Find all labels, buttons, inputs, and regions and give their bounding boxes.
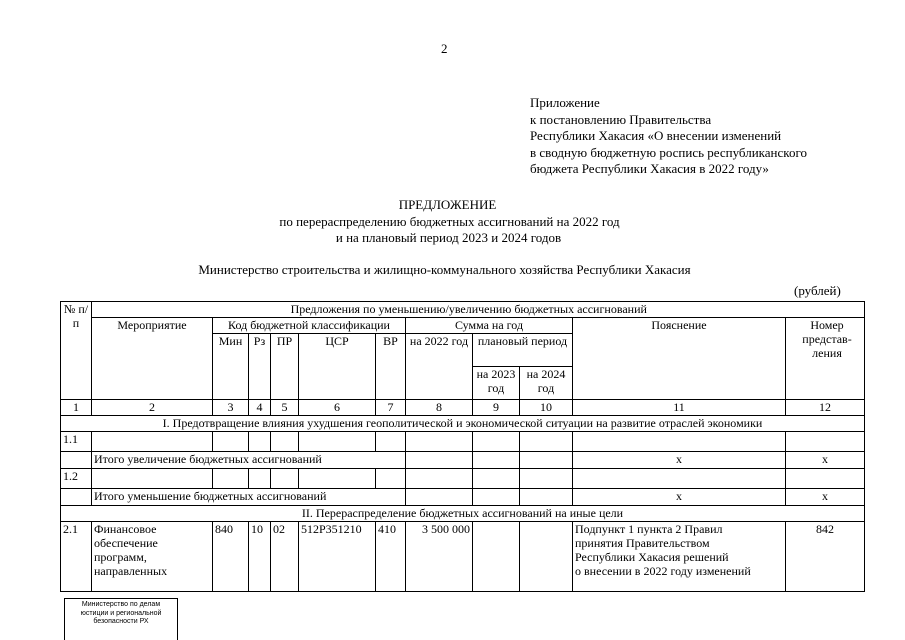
appendix-block bbox=[530, 95, 807, 178]
cell bbox=[473, 489, 520, 506]
cell bbox=[786, 469, 865, 489]
cell bbox=[520, 432, 573, 452]
ministry-stamp bbox=[64, 598, 178, 640]
header-2023: на 2023 год bbox=[473, 367, 520, 400]
cell bbox=[573, 432, 786, 452]
cell bbox=[376, 469, 406, 489]
row-num: 1.2 bbox=[61, 469, 92, 489]
table-row bbox=[61, 489, 865, 506]
cell bbox=[406, 469, 473, 489]
col-number: 2 bbox=[92, 400, 213, 416]
stamp-line: безопасности РХ bbox=[93, 618, 149, 625]
col-number: 4 bbox=[249, 400, 271, 416]
measure-cell bbox=[92, 522, 213, 592]
header-rz: Рз bbox=[249, 334, 271, 400]
section-2-title: II. Перераспределение бюджетных ассигнований на иные цели bbox=[61, 506, 865, 522]
amount-2022-cell: 3 500 000 bbox=[406, 522, 473, 592]
table-row bbox=[61, 469, 865, 489]
title-heading: ПРЕДЛОЖЕНИЕ bbox=[398, 197, 497, 212]
explanation-cell bbox=[573, 522, 786, 592]
stamp-line: Министерство по делам bbox=[81, 601, 161, 608]
cell bbox=[520, 469, 573, 489]
measure-line: программ, bbox=[94, 550, 147, 564]
cell bbox=[249, 469, 271, 489]
col-number: 6 bbox=[299, 400, 376, 416]
units-label: (рублей) bbox=[794, 283, 841, 298]
rz-cell: 10 bbox=[249, 522, 271, 592]
cell bbox=[213, 432, 249, 452]
table-row bbox=[61, 432, 865, 452]
pr-cell: 02 bbox=[271, 522, 299, 592]
cell bbox=[299, 432, 376, 452]
explanation-line: Подпункт 1 пункта 2 Правил bbox=[575, 522, 723, 536]
cell bbox=[406, 489, 473, 506]
col-number: 3 bbox=[213, 400, 249, 416]
cell bbox=[786, 432, 865, 452]
cell bbox=[406, 432, 473, 452]
cell bbox=[249, 432, 271, 452]
col-number: 5 bbox=[271, 400, 299, 416]
cell bbox=[299, 469, 376, 489]
header-num: № п/п bbox=[61, 302, 92, 400]
header-proposals-tail bbox=[846, 302, 865, 318]
appendix-line: Приложение bbox=[530, 95, 600, 110]
header-min: Мин bbox=[213, 334, 249, 400]
header-measure: Мероприятие bbox=[92, 318, 213, 400]
min-cell: 840 bbox=[213, 522, 249, 592]
col-number: 1 bbox=[61, 400, 92, 416]
header-2024: на 2024 год bbox=[520, 367, 573, 400]
cell bbox=[520, 489, 573, 506]
title-line: по перераспределению бюджетных ассигнований на 2022 год bbox=[279, 213, 620, 229]
total-increase-label: Итого увеличение бюджетных ассигнований bbox=[92, 452, 406, 469]
appendix-line: к постановлению Правительства bbox=[530, 111, 712, 127]
cell bbox=[473, 432, 520, 452]
col-number: 9 bbox=[473, 400, 520, 416]
cell bbox=[92, 469, 213, 489]
amount-2024-cell bbox=[520, 522, 573, 592]
header-rep-number: Номер представ-ления bbox=[786, 318, 865, 400]
col-number: 7 bbox=[376, 400, 406, 416]
col-number: 12 bbox=[786, 400, 865, 416]
csr-cell: 512Р351210 bbox=[299, 522, 376, 592]
cell bbox=[473, 469, 520, 489]
col-number: 11 bbox=[573, 400, 786, 416]
total-increase-x: x bbox=[786, 452, 865, 469]
document-title bbox=[0, 197, 905, 247]
header-amount: Сумма на год bbox=[406, 318, 573, 334]
header-explanation: Пояснение bbox=[573, 318, 786, 400]
vr-cell: 410 bbox=[376, 522, 406, 592]
total-decrease-label: Итого уменьшение бюджетных ассигнований bbox=[92, 489, 406, 506]
row-num: 2.1 bbox=[61, 522, 92, 592]
header-2022: на 2022 год bbox=[406, 334, 473, 400]
appendix-line: Республики Хакасия «О внесении изменений bbox=[530, 128, 782, 143]
cell bbox=[271, 432, 299, 452]
header-proposals: Предложения по уменьшению/увеличению бюджетных ассигнований bbox=[92, 302, 846, 318]
budget-table bbox=[60, 301, 865, 592]
total-increase-x: x bbox=[573, 452, 786, 469]
col-number: 10 bbox=[520, 400, 573, 416]
measure-line: обеспечение bbox=[94, 536, 158, 550]
table-row bbox=[61, 452, 865, 469]
cell bbox=[271, 469, 299, 489]
cell bbox=[61, 489, 92, 506]
header-vr: ВР bbox=[376, 334, 406, 400]
measure-line: направленных bbox=[94, 564, 168, 578]
explanation-line: принятия Правительством bbox=[575, 536, 710, 550]
cell bbox=[92, 432, 213, 452]
explanation-line: Республики Хакасия решений bbox=[575, 550, 729, 564]
page-number: 2 bbox=[441, 41, 448, 56]
col-number: 8 bbox=[406, 400, 473, 416]
cell bbox=[520, 452, 573, 469]
appendix-line: в сводную бюджетную роспись республиканского bbox=[530, 144, 807, 160]
ministry-name: Министерство строительства и жилищно-коммунального хозяйства Республики Хакасия bbox=[198, 262, 691, 277]
measure-line: Финансовое bbox=[94, 522, 157, 536]
cell bbox=[61, 452, 92, 469]
total-decrease-x: x bbox=[573, 489, 786, 506]
cell bbox=[376, 432, 406, 452]
stamp-line: юстиции и региональной bbox=[80, 609, 162, 617]
header-pr: ПР bbox=[271, 334, 299, 400]
total-decrease-x: x bbox=[786, 489, 865, 506]
cell bbox=[406, 452, 473, 469]
header-budget-code: Код бюджетной классификации bbox=[213, 318, 406, 334]
row-num: 1.1 bbox=[61, 432, 92, 452]
explanation-line: о внесении в 2022 году изменений bbox=[575, 564, 751, 578]
title-line: и на плановый период 2023 и 2024 годов bbox=[335, 230, 562, 245]
appendix-line: бюджета Республики Хакасия в 2022 году» bbox=[530, 161, 769, 176]
section-1-title: I. Предотвращение влияния ухудшения геополитической и экономической ситуации на развитие отраслей экономики bbox=[61, 416, 865, 432]
cell bbox=[213, 469, 249, 489]
rep-number-cell: 842 bbox=[786, 522, 865, 592]
cell bbox=[473, 452, 520, 469]
header-csr: ЦСР bbox=[299, 334, 376, 400]
table-row bbox=[61, 522, 865, 592]
amount-2023-cell bbox=[473, 522, 520, 592]
header-planned: плановый период bbox=[473, 334, 573, 367]
cell bbox=[573, 469, 786, 489]
